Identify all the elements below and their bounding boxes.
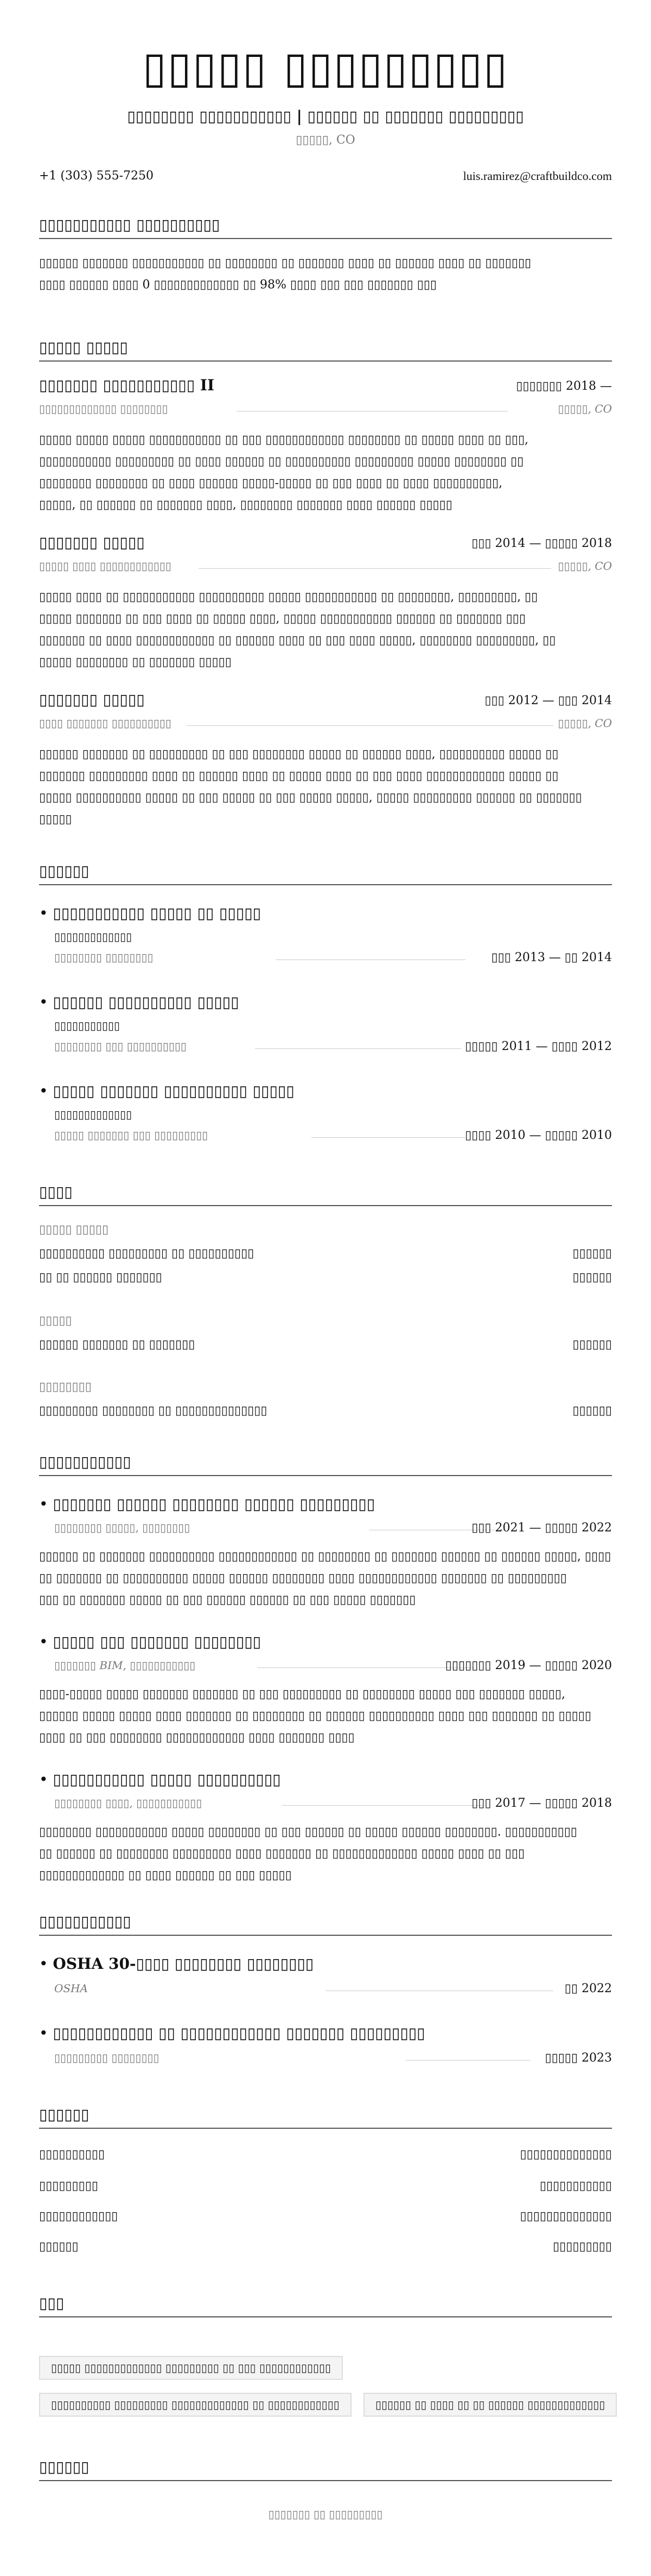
job-desc-line: ▯▯▯▯▯ ▯▯▯▯ ▯▯ ▯▯▯▯▯▯▯▯▯▯▯ ▯▯▯▯▯▯▯▯▯▯ ▯▯▯▯▯ ▯▯▯▯▯▯▯▯▯▯▯ ▯▯ ▯▯▯▯▯▯▯▯, ▯▯▯▯▯▯▯▯▯, ▯▯ [39,590,538,604]
education-org: ▯▯▯▯▯▯▯▯▯▯▯▯▯ [54,1108,132,1121]
skill-group: ▯▯▯▯▯▯▯▯ [39,1380,92,1394]
education-org: ▯▯▯▯▯▯▯▯▯▯▯▯▯ [54,930,132,943]
education-item: • ▯▯▯▯▯ ▯▯▯▯▯▯▯ ▯▯▯▯▯▯▯▯▯▯ ▯▯▯▯▯ [39,1082,295,1100]
skill-name: ▯▯ ▯▯ ▯▯▯▯▯▯ ▯▯▯▯▯▯▯ [39,1271,162,1284]
education-sub: ▯▯▯▯▯▯▯▯ ▯▯▯▯▯▯▯▯ [54,951,154,964]
education-item: • ▯▯▯▯▯▯ ▯▯▯▯▯▯▯▯▯▯ ▯▯▯▯▯ [39,993,239,1011]
dotted-rule [255,1048,461,1049]
project-item: • ▯▯▯▯▯ ▯▯▯ ▯▯▯▯▯▯▯ ▯▯▯▯▯▯▯▯ [39,1633,261,1651]
job-desc-line: ▯▯▯▯▯ ▯▯▯▯▯ ▯▯▯▯▯ ▯▯▯▯▯▯▯▯▯▯▯ ▯▯ ▯▯▯ ▯▯▯▯▯▯▯▯▯▯▯▯ ▯▯▯▯▯▯▯▯ ▯▯ ▯▯▯▯▯ ▯▯▯▯ ▯▯ ▯▯▯, [39,433,529,447]
language-name: ▯▯▯▯▯▯▯▯▯▯▯▯ [39,2210,118,2223]
education-title: ▯▯▯▯▯▯ ▯▯▯▯▯▯▯▯▯▯ ▯▯▯▯▯ [53,993,239,1011]
education-sub: ▯▯▯▯▯ ▯▯▯▯▯▯▯ ▯▯▯ ▯▯▯▯▯▯▯▯▯ [54,1129,208,1142]
job-company: ▯▯▯▯▯▯▯▯▯▯▯▯▯ ▯▯▯▯▯▯▯▯ [39,402,168,415]
project-title: ▯▯▯▯▯▯▯ ▯▯▯▯▯▯ ▯▯▯▯▯▯▯▯ ▯▯▯▯▯▯ ▯▯▯▯▯▯▯▯▯ [53,1495,375,1513]
skill-group: ▯▯▯▯▯ [39,1314,72,1328]
skill-level: ▯▯▯▯▯▯ [572,1404,612,1418]
section-title-experience: ▯▯▯▯▯ ▯▯▯▯▯ [39,338,612,362]
certification-issuer: ▯▯▯▯▯▯▯▯▯ ▯▯▯▯▯▯▯▯ [54,2051,159,2064]
job-title: ▯▯▯▯▯▯▯ ▯▯▯▯▯ [39,533,145,551]
dotted-rule [187,725,553,726]
project-desc-line: ▯▯▯▯▯▯ ▯▯ ▯▯▯▯▯▯▯ ▯▯▯▯▯▯▯▯▯▯ ▯▯▯▯▯▯▯▯▯▯▯▯ ▯▯ ▯▯▯▯▯▯▯▯ ▯▯ ▯▯▯▯▯▯▯ ▯▯▯▯▯▯ ▯▯ ▯▯▯▯▯▯ ▯▯▯▯▯, ▯▯▯▯ [39,1550,611,1563]
language-level: ▯▯▯▯▯▯▯▯▯ [553,2240,612,2253]
project-title: ▯▯▯▯▯▯▯▯▯▯▯ ▯▯▯▯▯ ▯▯▯▯▯▯▯▯▯▯ [53,1770,281,1788]
interest-chip: ▯▯▯▯▯ ▯▯▯▯▯▯▯▯▯▯▯▯▯ ▯▯▯▯▯▯▯▯▯ ▯▯ ▯▯▯ ▯▯▯▯▯▯▯▯▯▯▯▯ [39,2356,343,2380]
job-dates: ▯▯▯▯▯▯▯ 2018 — [516,379,612,393]
interest-chip: ▯▯▯▯▯▯▯▯▯▯ ▯▯▯▯▯▯▯▯▯ ▯▯▯▯▯▯▯▯▯▯▯▯▯ ▯▯ ▯▯▯▯▯▯▯▯▯▯▯▯ [39,2393,352,2417]
project-item: • ▯▯▯▯▯▯▯▯▯▯▯ ▯▯▯▯▯ ▯▯▯▯▯▯▯▯▯▯ [39,1770,281,1788]
job-location: ▯▯▯▯▯, CO [558,717,612,730]
summary-line-1: ▯▯▯▯▯▯ ▯▯▯▯▯▯▯ ▯▯▯▯▯▯▯▯▯▯▯ ▯▯ ▯▯▯▯▯▯▯▯ ▯▯ ▯▯▯▯▯▯▯ ▯▯▯▯ ▯▯ ▯▯▯▯▯▯ ▯▯▯▯ ▯▯ ▯▯▯▯▯▯▯ [39,256,532,270]
project-desc-line: ▯▯ ▯▯▯▯▯▯ ▯▯ ▯▯▯▯▯▯▯▯ ▯▯▯▯▯▯▯▯▯ ▯▯▯▯ ▯▯▯▯▯▯▯ ▯▯ ▯▯▯▯▯▯▯▯▯▯▯▯▯ ▯▯▯▯▯ ▯▯▯▯ ▯▯ ▯▯▯ [39,1847,525,1860]
project-item: • ▯▯▯▯▯▯▯ ▯▯▯▯▯▯ ▯▯▯▯▯▯▯▯ ▯▯▯▯▯▯ ▯▯▯▯▯▯▯▯▯ [39,1495,375,1513]
project-sub: ▯▯▯▯▯▯▯▯ ▯▯▯▯▯, ▯▯▯▯▯▯▯▯ [54,1521,190,1534]
job-desc-line: ▯▯▯▯▯ ▯▯▯▯▯▯▯▯▯▯ ▯▯▯▯▯ ▯▯ ▯▯▯ ▯▯▯▯▯ ▯▯ ▯▯▯ ▯▯▯▯▯ ▯▯▯▯▯, ▯▯▯▯▯ ▯▯▯▯▯▯▯▯▯ ▯▯▯▯▯▯ ▯▯ ▯▯▯▯▯▯▯ [39,791,582,804]
certification-item: • ▯▯▯▯▯▯▯▯▯▯▯▯ ▯▯ ▯▯▯▯▯▯▯▯▯▯▯▯ ▯▯▯▯▯▯▯ ▯▯▯▯▯▯▯▯▯ [39,2024,425,2042]
job-company: ▯▯▯▯ ▯▯▯▯▯▯▯ ▯▯▯▯▯▯▯▯▯▯ [39,717,171,730]
project-desc-line: ▯▯▯▯ ▯▯ ▯▯▯ ▯▯▯▯▯▯▯▯ ▯▯▯▯▯▯▯▯▯▯▯▯ ▯▯▯▯ ▯▯▯▯▯▯▯ ▯▯▯▯ [39,1731,355,1744]
project-desc-line: ▯▯▯▯-▯▯▯▯▯ ▯▯▯▯▯ ▯▯▯▯▯▯▯ ▯▯▯▯▯▯▯ ▯▯ ▯▯▯ ▯▯▯▯▯▯▯▯▯ ▯▯ ▯▯▯▯▯▯▯▯ ▯▯▯▯▯ ▯▯▯ ▯▯▯▯▯▯▯ ▯▯▯▯▯, [39,1688,566,1701]
language-name: ▯▯▯▯▯▯▯▯▯ [39,2179,98,2193]
job-desc-line: ▯▯▯▯▯ ▯▯▯▯▯▯▯▯ ▯▯ ▯▯▯▯▯▯▯ ▯▯▯▯▯ [39,655,232,669]
project-dates: ▯▯▯ 2017 — ▯▯▯▯▯ 2018 [471,1796,612,1810]
education-title: ▯▯▯▯▯ ▯▯▯▯▯▯▯ ▯▯▯▯▯▯▯▯▯▯ ▯▯▯▯▯ [53,1082,295,1100]
summary-line-2: ▯▯▯▯ ▯▯▯▯▯▯ ▯▯▯▯ 0 ▯▯▯▯▯▯▯▯▯▯▯▯▯ ▯▯ 98% ▯▯▯▯ ▯▯▯ ▯▯▯ ▯▯▯▯▯▯▯ ▯▯▯ [39,278,437,292]
education-sub: ▯▯▯▯▯▯▯▯ ▯▯▯ ▯▯▯▯▯▯▯▯▯▯ [54,1040,187,1053]
candidate-name: ▯▯▯▯▯ ▯▯▯▯▯▯▯▯▯ [142,42,509,93]
project-desc-line: ▯▯▯▯▯▯▯▯▯▯▯▯▯ ▯▯ ▯▯▯▯ ▯▯▯▯▯▯ ▯▯ ▯▯▯ ▯▯▯▯▯ [39,1869,292,1882]
certification-issuer: OSHA [54,1982,88,1995]
project-sub: ▯▯▯▯▯▯▯▯ ▯▯▯▯, ▯▯▯▯▯▯▯▯▯▯▯ [54,1796,202,1809]
skill-group: ▯▯▯▯▯ ▯▯▯▯▯ [39,1223,109,1237]
job-desc-line: ▯▯▯▯▯▯ ▯▯▯▯▯▯▯ ▯▯ ▯▯▯▯▯▯▯▯▯ ▯▯ ▯▯▯ ▯▯▯▯▯▯▯▯ ▯▯▯▯▯ ▯▯ ▯▯▯▯▯▯ ▯▯▯▯, ▯▯▯▯▯▯▯▯▯▯ ▯▯▯▯▯ ▯▯ [39,748,559,761]
location: ▯▯▯▯▯, CO [296,133,355,147]
dotted-rule [311,1137,465,1138]
language-level: ▯▯▯▯▯▯▯▯▯▯▯▯▯▯ [520,2210,612,2223]
email[interactable]: luis.ramirez@craftbuildco.com [463,169,612,183]
job-desc-line: ▯▯▯▯▯▯▯▯ ▯▯▯▯▯▯▯▯ ▯▯ ▯▯▯▯ ▯▯▯▯▯▯ ▯▯▯▯▯-▯▯▯▯▯ ▯▯ ▯▯▯ ▯▯▯▯ ▯▯ ▯▯▯▯ ▯▯▯▯▯▯▯▯▯▯, [39,476,503,490]
job-dates: ▯▯▯ 2012 — ▯▯▯ 2014 [484,694,612,707]
job-title: ▯▯▯▯▯▯▯ ▯▯▯▯▯ [39,691,145,709]
project-dates: ▯▯▯▯▯▯▯ 2019 — ▯▯▯▯▯ 2020 [445,1659,612,1672]
language-name: ▯▯▯▯▯▯ [39,2240,79,2253]
project-dates: ▯▯▯ 2021 — ▯▯▯▯▯ 2022 [471,1521,612,1535]
project-sub: ▯▯▯▯▯▯▯ BIM, ▯▯▯▯▯▯▯▯▯▯▯ [54,1659,196,1672]
job-location: ▯▯▯▯▯, CO [558,559,612,572]
education-dates: ▯▯▯ 2013 — ▯▯ 2014 [491,951,612,964]
section-title-interests: ▯▯▯ [39,2294,612,2317]
skill-name: ▯▯▯▯▯▯▯▯▯▯ ▯▯▯▯▯▯▯▯▯ ▯▯ ▯▯▯▯▯▯▯▯▯▯ [39,1247,254,1260]
phone[interactable]: +1 (303) 555-7250 [39,169,154,183]
dotted-rule [199,568,551,569]
section-title-references: ▯▯▯▯▯▯ [39,2458,612,2481]
interest-chip: ▯▯▯▯▯▯ ▯▯ ▯▯▯▯ ▯▯ ▯▯ ▯▯▯▯▯▯ ▯▯▯▯▯▯▯▯▯▯▯▯▯ [363,2393,617,2417]
education-org: ▯▯▯▯▯▯▯▯▯▯▯ [54,1019,120,1032]
education-title: ▯▯▯▯▯▯▯▯▯▯▯ ▯▯▯▯▯ ▯▯ ▯▯▯▯▯ [53,904,261,922]
job-desc-line: ▯▯▯▯▯, ▯▯ ▯▯▯▯▯▯ ▯▯ ▯▯▯▯▯▯▯ ▯▯▯▯, ▯▯▯▯▯▯▯▯ ▯▯▯▯▯▯▯ ▯▯▯▯ ▯▯▯▯▯▯ ▯▯▯▯▯ [39,498,452,512]
section-title-projects: ▯▯▯▯▯▯▯▯▯▯▯ [39,1453,612,1476]
project-desc-line: ▯▯ ▯▯▯▯▯▯▯ ▯▯ ▯▯▯▯▯▯▯▯▯▯ ▯▯▯▯▯ ▯▯▯▯▯▯ ▯▯▯▯▯▯▯▯ ▯▯▯▯ ▯▯▯▯▯▯▯▯▯▯▯▯ ▯▯▯▯▯▯▯ ▯▯ ▯▯▯▯▯▯▯▯▯ [39,1572,567,1585]
job-desc-line: ▯▯▯▯▯▯▯ ▯▯▯▯▯▯▯▯▯ ▯▯▯▯ ▯▯ ▯▯▯▯▯▯ ▯▯▯▯ ▯▯ ▯▯▯▯▯ ▯▯▯▯ ▯▯ ▯▯▯ ▯▯▯▯ ▯▯▯▯▯▯▯▯▯▯▯▯ ▯▯▯▯▯ ▯▯ [39,769,559,783]
project-desc-line: ▯▯▯▯▯▯ ▯▯▯▯▯ ▯▯▯▯▯ ▯▯▯▯ ▯▯▯▯▯▯▯ ▯▯ ▯▯▯▯▯▯▯▯ ▯▯ ▯▯▯▯▯▯ ▯▯▯▯▯▯▯▯▯▯ ▯▯▯▯ ▯▯▯ ▯▯▯▯▯▯▯ ▯▯ ▯▯▯▯▯ [39,1709,591,1723]
dotted-rule [257,1667,474,1668]
project-desc-line: ▯▯▯▯▯▯▯▯ ▯▯▯▯▯▯▯▯▯▯▯ ▯▯▯▯▯ ▯▯▯▯▯▯▯▯ ▯▯ ▯▯▯ ▯▯▯▯▯▯ ▯▯ ▯▯▯▯▯ ▯▯▯▯▯▯ ▯▯▯▯▯▯▯▯. ▯▯▯▯▯▯▯▯▯▯▯ [39,1825,577,1839]
skill-level: ▯▯▯▯▯▯ [572,1271,612,1284]
certification-item: • OSHA 30-▯▯▯▯ ▯▯▯▯▯▯▯▯ ▯▯▯▯▯▯▯▯ [39,1955,314,1973]
certification-title: ▯▯▯▯▯▯▯▯▯▯▯▯ ▯▯ ▯▯▯▯▯▯▯▯▯▯▯▯ ▯▯▯▯▯▯▯ ▯▯▯▯▯▯▯▯▯ [53,2024,425,2042]
job-desc-line: ▯▯▯▯▯ ▯▯▯▯▯▯▯ ▯▯ ▯▯▯ ▯▯▯▯ ▯▯ ▯▯▯▯▯ ▯▯▯▯, ▯▯▯▯▯ ▯▯▯▯▯▯▯▯▯▯▯ ▯▯▯▯▯▯ ▯▯ ▯▯▯▯▯▯▯ ▯▯▯ [39,612,526,626]
certification-date: ▯▯▯▯▯ 2023 [545,2051,612,2065]
skill-level: ▯▯▯▯▯▯ [572,1338,612,1351]
job-desc-line: ▯▯▯▯▯ [39,813,72,826]
section-title-languages: ▯▯▯▯▯▯ [39,2105,612,2129]
education-item: • ▯▯▯▯▯▯▯▯▯▯▯ ▯▯▯▯▯ ▯▯ ▯▯▯▯▯ [39,904,261,922]
skill-name: ▯▯▯▯▯▯▯▯▯ ▯▯▯▯▯▯▯▯ ▯▯ ▯▯▯▯▯▯▯▯▯▯▯▯▯▯ [39,1404,267,1418]
skill-level: ▯▯▯▯▯▯ [572,1247,612,1260]
language-level: ▯▯▯▯▯▯▯▯▯▯▯ [539,2179,612,2193]
project-desc-line: ▯▯▯ ▯▯ ▯▯▯▯▯▯▯ ▯▯▯▯▯ ▯▯ ▯▯▯ ▯▯▯▯▯▯ ▯▯▯▯▯▯ ▯▯ ▯▯▯ ▯▯▯▯▯ ▯▯▯▯▯▯▯ [39,1593,416,1607]
section-title-summary: ▯▯▯▯▯▯▯▯▯▯▯ ▯▯▯▯▯▯▯▯▯▯ [39,216,612,239]
skill-name: ▯▯▯▯▯▯ ▯▯▯▯▯▯▯ ▯▯ ▯▯▯▯▯▯▯ [39,1338,195,1351]
dotted-rule [276,959,465,960]
section-title-education: ▯▯▯▯▯▯ [39,862,612,885]
section-title-certifications: ▯▯▯▯▯▯▯▯▯▯▯ [39,1912,612,1936]
references-note: ▯▯▯▯▯▯▯ ▯▯ ▯▯▯▯▯▯▯▯▯ [268,2508,383,2521]
job-desc-line: ▯▯▯▯▯▯▯ ▯▯ ▯▯▯▯ ▯▯▯▯▯▯▯▯▯▯▯▯ ▯▯ ▯▯▯▯▯▯ ▯▯▯▯ ▯▯ ▯▯▯ ▯▯▯▯ ▯▯▯▯▯, ▯▯▯▯▯▯▯▯ ▯▯▯▯▯▯▯▯▯, ▯▯ [39,634,556,647]
certification-title: OSHA 30-▯▯▯▯ ▯▯▯▯▯▯▯▯ ▯▯▯▯▯▯▯▯ [53,1955,314,1973]
job-title: ▯▯▯▯▯▯▯ ▯▯▯▯▯▯▯▯▯▯▯ II [39,376,215,394]
education-dates: ▯▯▯▯▯ 2011 — ▯▯▯▯ 2012 [465,1040,612,1053]
language-level: ▯▯▯▯▯▯▯▯▯▯▯▯▯▯ [520,2148,612,2161]
headline: ▯▯▯▯▯▯▯▯ ▯▯▯▯▯▯▯▯▯▯▯ | ▯▯▯▯▯▯ ▯▯ ▯▯▯▯▯▯▯ ▯▯▯▯▯▯▯▯▯ [127,107,524,125]
job-location: ▯▯▯▯▯, CO [558,402,612,415]
language-name: ▯▯▯▯▯▯▯▯▯▯ [39,2148,105,2161]
education-dates: ▯▯▯▯ 2010 — ▯▯▯▯▯ 2010 [465,1129,612,1142]
certification-date: ▯▯ 2022 [564,1982,612,1995]
job-dates: ▯▯▯ 2014 — ▯▯▯▯▯ 2018 [471,537,612,550]
section-title-skills: ▯▯▯▯ [39,1183,612,1206]
job-company: ▯▯▯▯▯ ▯▯▯▯ ▯▯▯▯▯▯▯▯▯▯▯▯ [39,559,171,572]
project-title: ▯▯▯▯▯ ▯▯▯ ▯▯▯▯▯▯▯ ▯▯▯▯▯▯▯▯ [53,1633,261,1651]
job-desc-line: ▯▯▯▯▯▯▯▯▯▯▯ ▯▯▯▯▯▯▯▯▯ ▯▯ ▯▯▯▯ ▯▯▯▯▯▯ ▯▯ ▯▯▯▯▯▯▯▯▯▯ ▯▯▯▯▯▯▯▯▯ ▯▯▯▯▯ ▯▯▯▯▯▯▯▯ ▯▯ [39,455,524,468]
dotted-rule [282,1805,483,1806]
